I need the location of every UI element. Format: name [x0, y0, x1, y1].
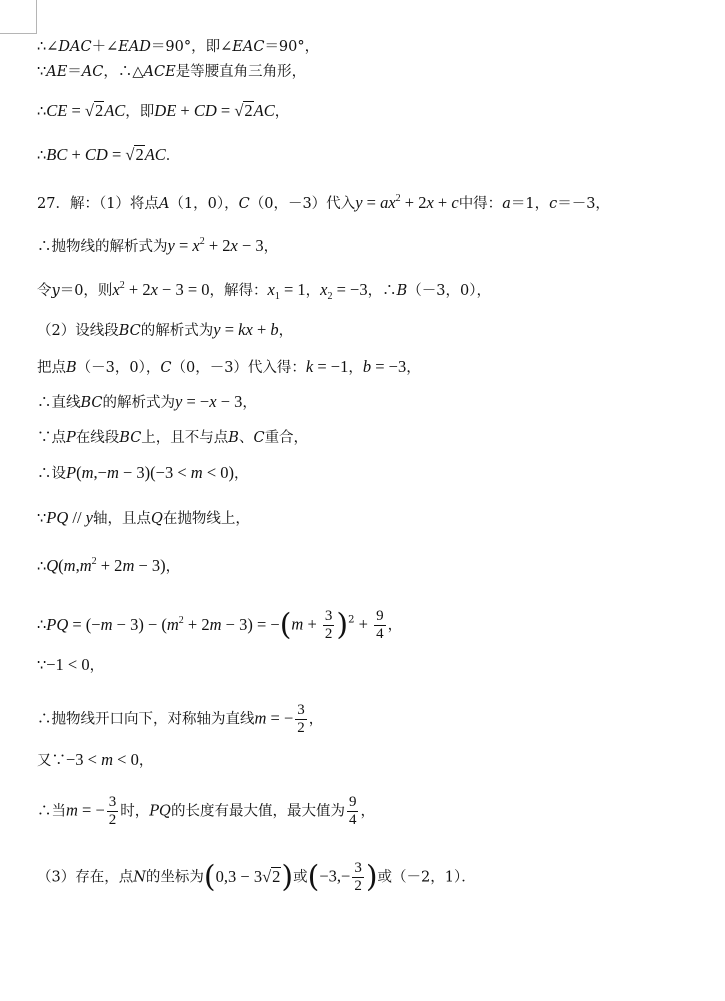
step-line: ∴抛物线开口向下，对称轴为直线m = − $\frac{3}{2}$ ，	[37, 702, 324, 736]
step-line: ∵−1 < 0，	[37, 655, 105, 674]
step-line: （3）存在，点N的坐标为(0,3 − 3√2)或(−3,− $\frac{3}{2}$ )或（－2，1）．	[37, 859, 476, 895]
step-line: $\therefore Q(m,m^2 + 2m - 3)$，	[37, 556, 181, 575]
step-line: （2）设线段BC的解析式为y = kx + b，	[37, 320, 294, 339]
step-line: ∴设P(m,−m − 3)(−3 < m < 0)，	[37, 463, 249, 482]
step-line: ∵点P在线段BC上，且不与点B、C重合，	[37, 430, 309, 446]
step-line: 令y＝0，则$x^2 + 2x - 3 = 0$，解得：$x_1 = 1$，$x_2 = -3$，∴B（－3，0），	[37, 280, 491, 302]
step-line: ∴直线BC的解析式为y = −x − 3，	[37, 392, 257, 411]
step-line: 又∵−3 < m < 0，	[37, 750, 154, 769]
step-line: ∴PQ = $(-m - 3) - (m^2 + 2m - 3) = -(m$ + $\frac{3}{2}$ )$^2$ + $\frac{9}{4}$ ，	[37, 607, 403, 643]
step-line: ∵PQ // y轴，且点Q在抛物线上，	[37, 508, 250, 527]
step-line: 27．解：（1）将点A（1，0），C（0，－3）代入$y = ax^2 + 2x + c$中得：a＝1，c＝－3，	[37, 193, 610, 212]
step-line: ∴抛物线的解析式为$y = x^2 + 2x - 3$，	[37, 236, 279, 255]
step-line: ∵AE＝AC，∴△ACE是等腰直角三角形，	[37, 64, 307, 80]
step-line: ∴∠DAC＋∠EAD＝90°，即∠EAC＝90°，	[37, 39, 320, 55]
step-line: 把点B（－3，0），C（0，－3）代入得：k = −1，b = −3，	[37, 357, 421, 376]
step-line: ∴CE = √2AC，即DE + CD = √2AC，	[37, 101, 290, 120]
page-corner-mark	[0, 0, 37, 34]
step-line: ∴当m = − $\frac{3}{2}$ 时，PQ的长度有最大值，最大值为 $\frac{9}{4}$ ，	[37, 794, 375, 828]
step-line: ∴BC + CD = √2AC．	[37, 145, 181, 164]
